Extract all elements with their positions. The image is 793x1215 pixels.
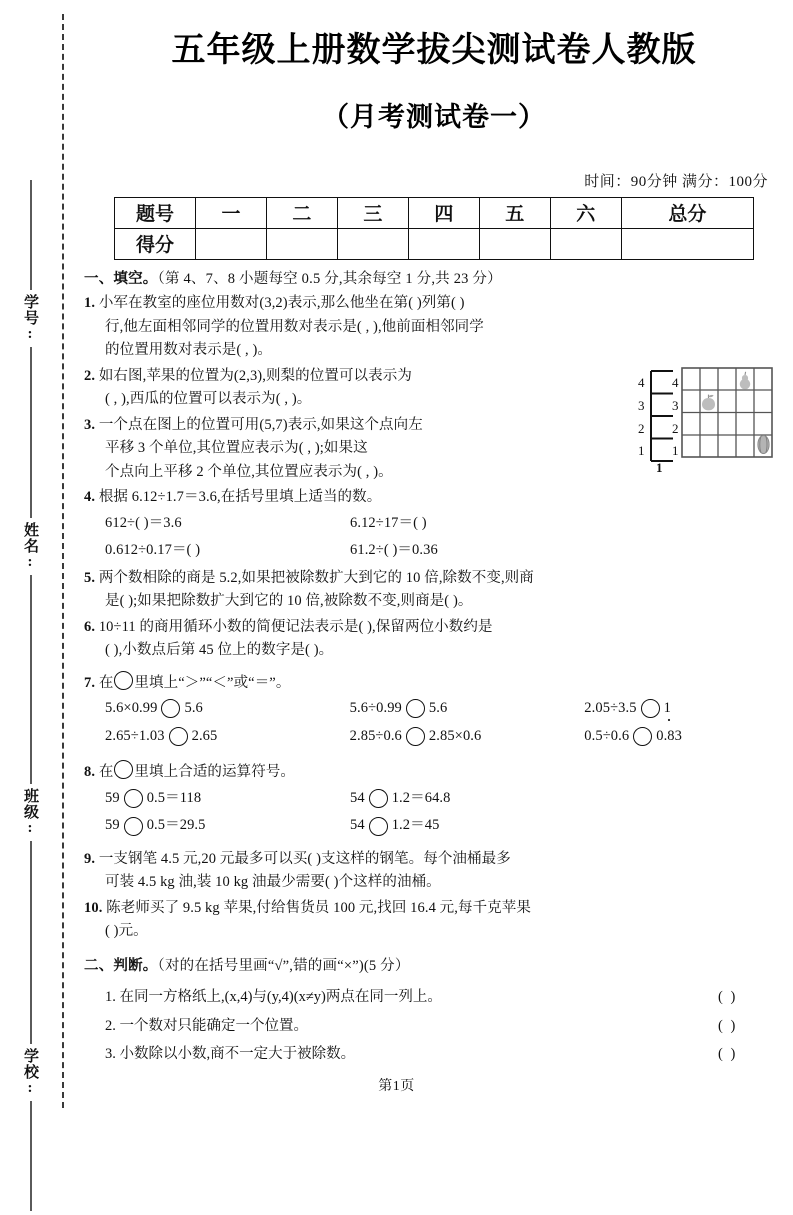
question-8 [84,760,784,840]
score-cell[interactable] [266,228,337,259]
seal-field-name [20,404,41,689]
question-6-line-2: ( ),小数点后第 45 位上的数字是( )。 [105,642,334,659]
question-8-number: 8. [84,764,96,781]
question-7-row-1 [84,695,784,723]
question-8-item-1 [105,785,350,813]
answer-circle[interactable] [406,699,425,718]
judge-item-3 [84,1040,784,1068]
judge-item-2-body: 一个数对只能确定一个位置。 [119,1017,308,1034]
score-table-col-3: 三 [337,197,408,228]
answer-circle[interactable] [124,817,143,836]
answer-circle[interactable] [169,727,188,746]
expr-right: 2.65 [191,727,218,744]
question-6 [84,616,784,663]
page-footer [0,1074,793,1096]
score-table-col-4: 四 [408,197,479,228]
score-table-rowhead-title: 题号 [115,197,196,228]
scale-y-label-1: 1 [638,442,645,458]
question-3-line-2: 平移 3 个单位,其位置应表示为( , );如果这 [105,440,368,457]
table-row-score [115,228,754,259]
seal-label-name: 姓名: [22,522,38,571]
apple-icon [700,393,717,411]
scale-y-label-4: 4 [638,374,645,390]
answer-circle[interactable] [124,789,143,808]
seal-label-school: 学校: [22,1048,38,1097]
question-4 [84,486,784,565]
expr-right: 0.5＝118 [146,789,202,806]
page-number: 第1页 [378,1079,415,1094]
question-4-line-1: 根据 6.12÷1.7＝3.6,在括号里填上适当的数。 [98,489,382,506]
expr-right: 5.6 [428,700,448,717]
question-7-item-5 [350,723,585,751]
grid-y-label-1: 1 [672,442,679,458]
question-9-line-2: 可装 4.5 kg 油,装 10 kg 油最少需要( )个这样的油桶。 [105,874,441,891]
scale-y-label-3: 3 [638,397,645,413]
expr-left: 2.05÷3.5 [584,700,637,717]
question-7-item-1 [105,695,350,723]
question-5-number: 5. [84,569,96,586]
question-9 [84,848,784,895]
score-cell[interactable] [408,228,479,259]
question-3-number: 3. [84,416,96,433]
question-5 [84,567,784,614]
seal-line [30,408,32,518]
answer-circle[interactable] [633,727,652,746]
question-8-item-2 [350,785,585,813]
scale-unit-label: 1 [656,459,663,475]
judge-item-2-text [105,1012,718,1040]
expr-right-repeating-decimal: 0.83 · [656,723,682,751]
seal-line [30,180,32,290]
question-8-prompt-prefix: 在 [98,764,114,781]
judge-item-3-body: 小数除以小数,商不一定大于被除数。 [119,1046,356,1063]
question-6-line-1: 10÷11 的商用循环小数的简便记法表示是( ),保留两位小数约是 [98,618,493,635]
seal-field-class [20,670,41,955]
section-heading-2 [84,956,784,978]
score-table-col-5: 五 [479,197,550,228]
seal-line [30,1101,32,1211]
exam-meta: 时间：90分钟 满分：100分 [584,173,768,190]
seal-label-class: 班级: [22,788,38,837]
question-7-prompt-suffix: 里填上“＞”“＜”或“＝”。 [134,674,291,691]
answer-circle[interactable] [369,789,388,808]
seal-line [30,934,32,1044]
question-8-row-2 [84,812,784,840]
expr-left: 54 [350,789,365,806]
question-4-row-1 [84,510,784,538]
score-table-col-6: 六 [550,197,621,228]
section-2-scoring: （对的在括号里画“√”,错的画“×”)(5 分） [157,957,410,974]
expr-right: 1 [663,700,671,717]
cut-dashed-line [62,14,64,1108]
expr-right: 1.2＝64.8 [391,789,451,806]
expr-left: 0.5÷0.6 [584,727,630,744]
answer-circle[interactable] [114,760,133,779]
question-9-number: 9. [84,850,96,867]
score-table-col-1: 一 [196,197,267,228]
question-7-number: 7. [84,674,96,691]
question-1-line-3: 的位置用数对表示是( , )。 [105,342,273,359]
answer-circle[interactable] [406,727,425,746]
section-1-title: 一、填空。 [84,270,158,287]
question-8-row-1 [84,785,784,813]
question-4-item-4: 61.2÷( )＝0.36 [350,542,438,559]
expr-left: 2.65÷1.03 [105,727,165,744]
question-1 [84,292,784,362]
question-4-item-2: 6.12÷17＝( ) [350,514,427,531]
question-3-line-1: 一个点在图上的位置可用(5,7)表示,如果这个点向左 [98,416,423,433]
score-cell[interactable] [479,228,550,259]
score-table-col-2: 二 [266,197,337,228]
judge-item-2-answer-paren[interactable]: ( ) [718,1017,738,1034]
question-7-item-4 [105,723,350,751]
expr-right: 0.5＝29.5 [146,817,206,834]
judge-item-1 [84,983,784,1011]
exam-content [84,0,784,1068]
question-6-number: 6. [84,618,96,635]
expr-left: 5.6×0.99 [105,700,158,717]
judge-item-2 [84,1012,784,1040]
answer-circle[interactable] [114,671,133,690]
question-9-line-1: 一支钢笔 4.5 元,20 元最多可以买( )支这样的钢笔。每个油桶最多 [98,850,511,867]
judge-item-1-answer-paren[interactable]: ( ) [718,989,738,1006]
scale-y-label-2: 2 [638,420,645,436]
judge-item-1-text [105,983,718,1011]
judge-item-2-number: 2. [105,1017,116,1034]
score-table [114,197,754,260]
coordinate-grid-figure [638,365,784,483]
judge-item-1-body: 在同一方格纸上,(x,4)与(y,4)(x≠y)两点在同一列上。 [119,989,442,1006]
question-2-line-1: 如右图,苹果的位置为(2,3),则梨的位置可以表示为 [98,367,412,384]
watermelon-icon [756,435,771,454]
judge-item-3-answer-paren[interactable]: ( ) [718,1046,738,1063]
question-7-item-2 [350,695,585,723]
expr-right: 1.2＝45 [391,817,440,834]
question-7-item-6 [584,723,784,751]
answer-circle[interactable] [369,817,388,836]
judge-item-3-number: 3. [105,1046,116,1063]
section-1-scoring: （第 4、7、8 小题每空 0.5 分,其余每空 1 分,共 23 分） [157,270,502,287]
seal-line [30,674,32,784]
question-10 [84,897,784,944]
expr-left: 59 [105,789,120,806]
score-table-rowhead-score: 得分 [115,228,196,259]
question-10-number: 10. [84,899,103,916]
score-table-col-total: 总分 [621,197,753,228]
expr-left: 59 [105,817,120,834]
page-title: 五年级上册数学拔尖测试卷人教版 [171,32,697,69]
question-2-number: 2. [84,367,96,384]
seal-margin [0,0,72,1122]
question-4-item-3: 0.612÷0.17＝( ) [105,542,201,559]
judge-item-1-number: 1. [105,989,116,1006]
judge-item-3-text [105,1040,718,1068]
question-7-prompt-prefix: 在 [98,674,114,691]
question-2-line-2: ( , ),西瓜的位置可以表示为( , )。 [105,391,312,408]
expr-left: 54 [350,817,365,834]
question-3 [84,414,574,484]
score-cell[interactable] [550,228,621,259]
question-2 [84,365,574,412]
question-5-line-1: 两个数相除的商是 5.2,如果把被除数扩大到它的 10 倍,除数不变,则商 [98,569,534,586]
question-8-item-4 [350,812,585,840]
section-2-title: 二、判断。 [84,957,158,974]
question-7-row-2 [84,723,784,751]
question-1-line-2: 行,他左面相邻同学的位置用数对表示是( , ),他前面相邻同学 [105,318,484,335]
question-10-line-2: ( )元。 [105,923,148,940]
seal-label-student-id: 学号: [22,294,38,343]
expr-right: 2.85×0.6 [428,727,482,744]
question-4-row-2 [84,537,784,565]
expr-left: 5.6÷0.99 [349,700,402,717]
question-1-line-1: 小军在教室的座位用数对(3,2)表示,那么他坐在第( )列第( ) [98,295,465,312]
expr-left: 2.85÷0.6 [349,727,402,744]
score-cell[interactable] [621,228,753,259]
pear-icon [737,371,753,390]
expr-right: 5.6 [184,700,203,717]
answer-circle[interactable] [641,699,660,718]
table-row-header [115,197,754,228]
question-4-number: 4. [84,489,96,506]
section-heading-1 [84,269,784,291]
score-cell[interactable] [196,228,267,259]
grid-y-label-4: 4 [672,374,679,390]
question-2-3-block [84,365,784,484]
question-1-number: 1. [84,295,96,312]
seal-line [30,575,32,685]
grid-y-label-2: 2 [672,420,679,436]
grid-y-label-3: 3 [672,397,679,413]
score-cell[interactable] [337,228,408,259]
question-7-item-3 [584,695,784,723]
question-3-line-3: 个点向上平移 2 个单位,其位置应表示为( , )。 [105,463,393,480]
page-subtitle: （月考测试卷一） [322,101,546,132]
question-4-item-1: 612÷( )＝3.6 [105,514,182,531]
question-8-item-3 [105,812,350,840]
question-7 [84,671,784,751]
question-8-prompt-suffix: 里填上合适的运算符号。 [134,764,296,781]
question-10-line-1: 陈老师买了 9.5 kg 苹果,付给售货员 100 元,找回 16.4 元,每千克苹果 [106,899,531,916]
seal-field-school [20,930,41,1215]
answer-circle[interactable] [161,699,180,718]
question-5-line-2: 是( );如果把除数扩大到它的 10 倍,被除数不变,则商是( )。 [105,593,473,610]
